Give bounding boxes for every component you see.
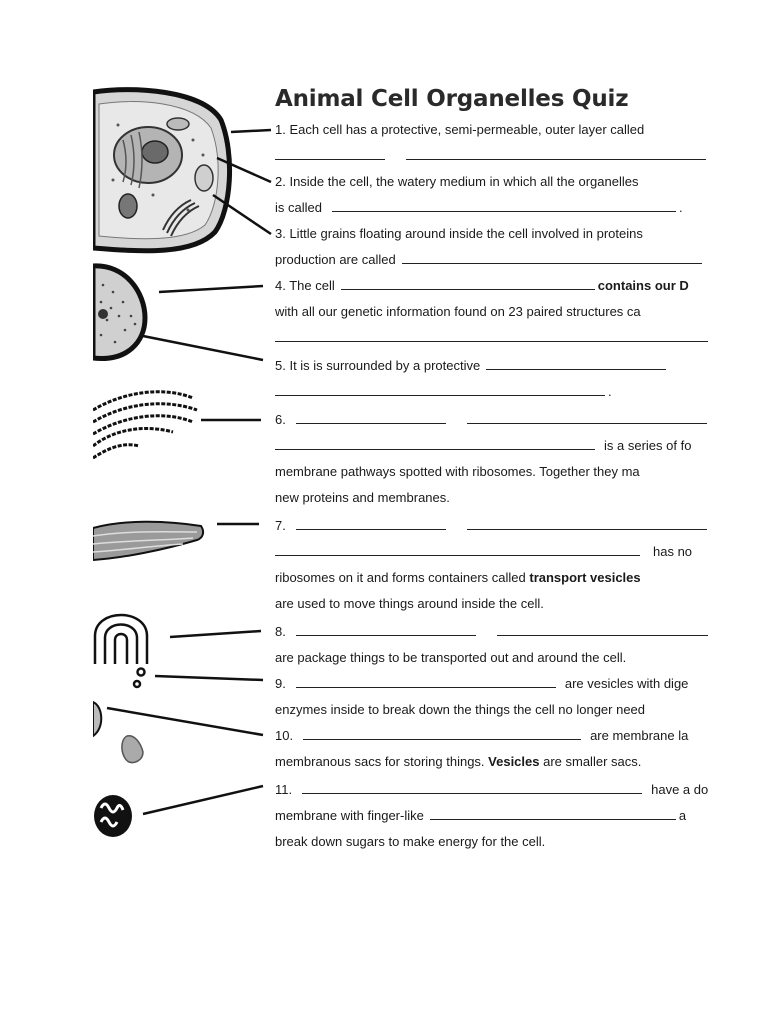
question-1: 1. Each cell has a protective, semi-permeable, outer layer called (275, 122, 645, 137)
question-8: 8. (275, 624, 708, 640)
question-9: 9. are vesicles with dige (275, 676, 689, 691)
question-3-line-2: production are called (275, 252, 705, 268)
nucleus-icon (93, 266, 145, 359)
question-9-line-2: enzymes inside to break down the things the cell no longer need (275, 702, 646, 717)
question-7: 7. (275, 518, 708, 534)
question-5-answer: . (275, 384, 612, 400)
question-6-line-4: new proteins and membranes. (275, 490, 450, 505)
question-11-line-3: break down sugars to make energy for the cell. (275, 834, 546, 849)
animal-cell-icon (93, 90, 230, 251)
question-2: 2. Inside the cell, the watery medium in which all the organelles (275, 174, 639, 189)
question-5: 5. It is is surrounded by a protective (275, 358, 669, 374)
lysosome-icon (93, 702, 101, 736)
question-7-line-2: has no (275, 544, 692, 560)
question-10-line-2: membranous sacs for storing things. Vesicles are smaller sacs. (275, 754, 642, 769)
golgi-apparatus-icon (95, 615, 147, 687)
question-7-line-4: are used to move things around inside the cell. (275, 596, 544, 611)
vacuole-icon (122, 736, 143, 763)
question-7-line-3: ribosomes on it and forms containers called transport vesicles (275, 570, 641, 585)
worksheet (93, 80, 708, 850)
question-11-line-2: membrane with finger-like a (275, 808, 687, 823)
question-10: 10. are membrane la (275, 728, 689, 743)
mitochondrion-icon (94, 795, 132, 837)
question-1-answers (275, 148, 708, 164)
question-4-line-2: with all our genetic information found on 23 paired structures ca (275, 304, 641, 319)
question-3: 3. Little grains floating around inside the cell involved in proteins (275, 226, 643, 241)
question-4: 4. The cell contains our D (275, 278, 689, 293)
rough-er-icon (93, 392, 197, 458)
question-8-line-2: are package things to be transported out and around the cell. (275, 650, 627, 665)
question-11: 11. have a do (275, 782, 708, 797)
question-6-line-2: is a series of fo (275, 438, 691, 454)
smooth-er-icon (93, 522, 203, 560)
organelle-illustrations (93, 80, 275, 850)
question-2-line-2: is called . (275, 200, 683, 215)
page-title: Animal Cell Organelles Quiz (275, 86, 629, 112)
question-4-answer (275, 330, 708, 346)
question-6: 6. (275, 412, 708, 428)
question-6-line-3: membrane pathways spotted with ribosomes. Together they ma (275, 464, 640, 479)
